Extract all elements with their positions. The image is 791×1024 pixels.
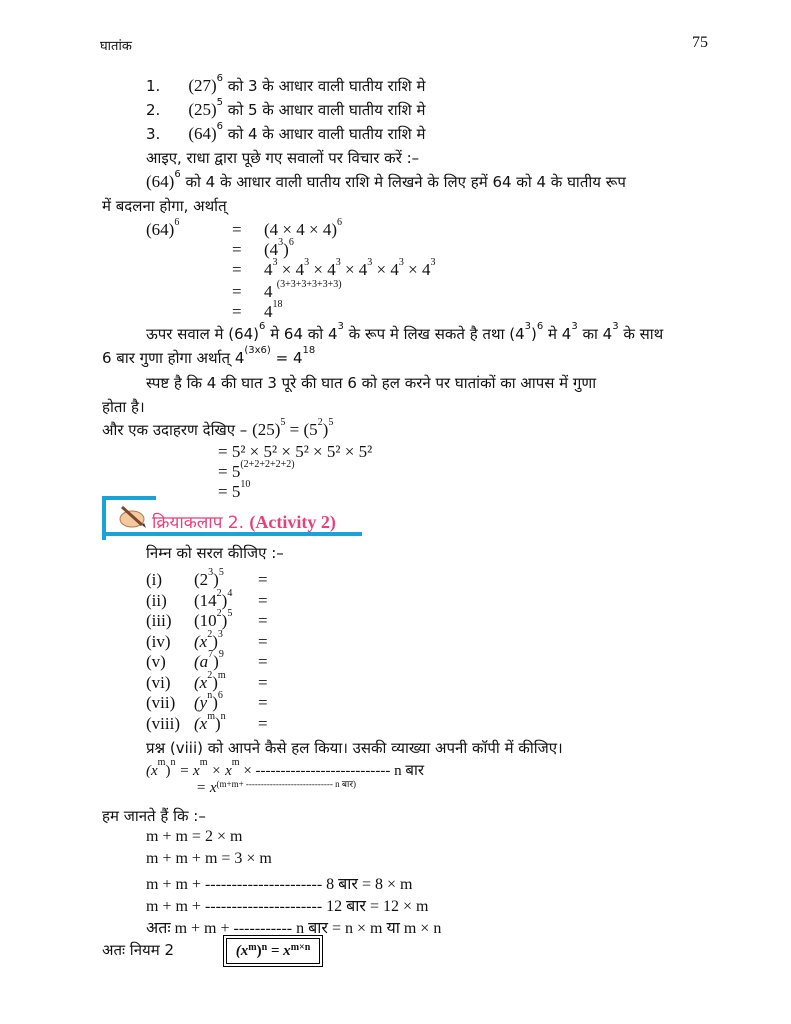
s: (2+2+2+2+2) bbox=[240, 459, 295, 470]
t: ) bbox=[213, 652, 219, 671]
question-number: 2. bbox=[146, 101, 161, 119]
t: (x bbox=[194, 672, 208, 692]
power-base: 4 bbox=[264, 260, 273, 279]
question-base: (27) bbox=[188, 76, 217, 95]
item-expression bbox=[194, 710, 226, 734]
lhs: (64) bbox=[146, 220, 175, 239]
s: 3 bbox=[524, 321, 531, 332]
times-sign: × bbox=[340, 260, 359, 279]
s: 3 bbox=[217, 628, 223, 640]
item-equals: = bbox=[258, 713, 268, 733]
t: (x bbox=[194, 631, 208, 651]
t: का 4 bbox=[582, 325, 613, 343]
times-sign: × bbox=[372, 260, 391, 279]
t: = 5 bbox=[218, 462, 241, 481]
s: m bbox=[199, 757, 208, 768]
question-number: 3. bbox=[146, 125, 161, 143]
s: 2 bbox=[317, 417, 323, 428]
t: ) bbox=[212, 672, 218, 692]
s: 9 bbox=[218, 649, 224, 660]
s: 3 bbox=[208, 567, 214, 578]
s: 2 bbox=[216, 587, 222, 599]
t: ) bbox=[212, 693, 218, 712]
t: ) bbox=[531, 325, 537, 343]
power-base: 4 bbox=[295, 260, 305, 279]
text: को 4 के आधार वाली घातीय राशि मे लिखने के लिए हमें 64 को 4 के घातीय रूप bbox=[185, 173, 626, 191]
s: n bbox=[220, 710, 226, 722]
t: (10 bbox=[194, 611, 217, 630]
item-equals: = bbox=[258, 570, 268, 589]
item-equals: = bbox=[258, 672, 268, 692]
t: ) bbox=[221, 590, 228, 610]
fact-line: m + m + ---------------------- 12 बार = 12 × m bbox=[146, 898, 429, 915]
s: 5 bbox=[280, 417, 286, 428]
t: के रूप मे लिख सकते है तथा (4 bbox=[348, 325, 525, 343]
power-base: 4 bbox=[390, 260, 399, 279]
expansion-line-2 bbox=[196, 780, 356, 797]
s: 5 bbox=[227, 608, 233, 619]
rule-box bbox=[226, 938, 320, 964]
r2-exp: 6 bbox=[288, 237, 294, 248]
question-base: (25) bbox=[188, 100, 217, 119]
paragraph-1-line-2: में बदलना होगा, अर्थात् bbox=[102, 197, 227, 215]
t: ) bbox=[221, 611, 228, 630]
power-base: 4 bbox=[421, 260, 431, 279]
derivation-row-2 bbox=[264, 237, 294, 260]
question-exp: 6 bbox=[216, 73, 224, 84]
question-exp: 5 bbox=[216, 97, 224, 108]
we-know-text: हम जानते हैं कि :– bbox=[102, 807, 206, 825]
s: 5 bbox=[218, 567, 224, 578]
t: ऊपर सवाल मे (64) bbox=[146, 325, 260, 343]
s: 3 bbox=[612, 321, 619, 332]
paragraph-2-line-1 bbox=[146, 321, 664, 344]
equals-sign: = bbox=[232, 220, 242, 239]
s: 2 bbox=[207, 628, 213, 640]
power-base: 4 bbox=[327, 260, 336, 279]
s: 18 bbox=[302, 345, 316, 356]
s: m bbox=[157, 757, 166, 768]
t: 6 बार गुणा होगा अर्थात् bbox=[102, 349, 231, 367]
t: (14 bbox=[194, 590, 217, 610]
s: 3 bbox=[337, 321, 344, 332]
s: n bbox=[207, 690, 213, 701]
r4-exp: (3+3+3+3+3+3) bbox=[276, 279, 342, 290]
item-number: (viii) bbox=[146, 713, 180, 733]
page-number: 75 bbox=[692, 34, 708, 51]
example-row-1: = 5² × 5² × 5² × 5² × 5² bbox=[218, 442, 373, 461]
r5-exp: 18 bbox=[272, 299, 283, 310]
s: 2 bbox=[207, 669, 213, 681]
intro-text: आइए, राधा द्वारा पूछे गए सवालों पर विचार करें :– bbox=[146, 149, 420, 167]
item-number: (vi) bbox=[146, 672, 171, 692]
t: (x bbox=[194, 713, 208, 733]
exp: 6 bbox=[174, 169, 181, 180]
question-item bbox=[146, 121, 426, 144]
t: ) bbox=[215, 713, 221, 733]
t: = 5 bbox=[218, 482, 241, 501]
r1-exp: 6 bbox=[337, 217, 342, 228]
power-exp: 3 bbox=[430, 257, 436, 268]
r2-sup: 3 bbox=[278, 237, 284, 248]
question-text: को 3 के आधार वाली घातीय राशि मे bbox=[227, 77, 426, 95]
derivation-row-1 bbox=[264, 217, 342, 240]
item-expression bbox=[194, 690, 223, 713]
t: (2 bbox=[194, 570, 209, 589]
question-exp: 6 bbox=[216, 121, 224, 132]
s: m bbox=[231, 757, 240, 768]
question-text: को 4 के आधार वाली घातीय राशि मे bbox=[227, 125, 426, 143]
s: 5 bbox=[328, 417, 334, 428]
equals-sign: = bbox=[232, 260, 242, 279]
item-number: (v) bbox=[146, 652, 166, 671]
s: 6 bbox=[536, 321, 544, 332]
activity-title-english: (Activity 2) bbox=[249, 512, 336, 532]
s: (m+m+ ----------------------------- n बार) bbox=[216, 779, 356, 789]
s: 2 bbox=[216, 608, 222, 619]
pencil-hand-icon bbox=[118, 503, 148, 529]
example-row-3 bbox=[218, 479, 251, 502]
t: ) bbox=[213, 570, 219, 589]
t: ) bbox=[322, 420, 329, 439]
item-number: (vii) bbox=[146, 693, 176, 712]
lhs-exp: 6 bbox=[174, 217, 180, 228]
fact-line: m + m + m = 3 × m bbox=[146, 850, 272, 867]
s: m bbox=[207, 710, 215, 722]
question-item bbox=[146, 73, 426, 96]
s: m×n bbox=[290, 942, 311, 953]
fact-line: m + m + ---------------------- 8 बार = 8 × m bbox=[146, 876, 413, 893]
s: m bbox=[248, 942, 257, 953]
item-equals: = bbox=[258, 611, 268, 630]
item-number: (iv) bbox=[146, 631, 171, 651]
equals-sign: = bbox=[232, 302, 242, 321]
t: = x bbox=[267, 943, 291, 959]
r5: 4 bbox=[264, 302, 273, 321]
derivation-row-5 bbox=[264, 299, 283, 322]
t: ) bbox=[256, 943, 262, 959]
equals-sign: = bbox=[232, 240, 242, 259]
t: ) bbox=[165, 763, 171, 779]
t: ) bbox=[212, 631, 218, 651]
derivation-lhs bbox=[146, 217, 180, 240]
item-equals: = bbox=[258, 652, 268, 671]
example-line bbox=[102, 417, 334, 440]
paragraph-1-line-1 bbox=[146, 169, 626, 192]
t: और एक उदाहरण देखिए – bbox=[102, 421, 248, 439]
fact-line: अतः m + m + ----------- n बार = n × m या m × n bbox=[146, 920, 442, 937]
item-expression bbox=[194, 567, 224, 590]
power-exp: 3 bbox=[304, 257, 310, 268]
t: के साथ bbox=[623, 325, 664, 343]
item-equals: = bbox=[258, 590, 268, 610]
power-exp: 3 bbox=[367, 257, 373, 268]
derivation-row-3 bbox=[264, 257, 436, 280]
item-equals: = bbox=[258, 693, 268, 712]
r2: (4 bbox=[264, 240, 279, 259]
times-sign: × bbox=[309, 260, 328, 279]
s: (3x6) bbox=[244, 345, 271, 356]
s: n bbox=[261, 942, 268, 953]
t: (x bbox=[146, 763, 158, 779]
expansion-line-1 bbox=[146, 757, 424, 780]
fact-line: m + m = 2 × m bbox=[146, 828, 243, 845]
s: 4 bbox=[227, 587, 233, 599]
item-expression bbox=[194, 649, 224, 672]
times-sign: × bbox=[403, 260, 422, 279]
paragraph-2-line-2 bbox=[102, 345, 316, 368]
item-number: (ii) bbox=[146, 590, 167, 610]
simplify-intro: निम्न को सरल कीजिए :– bbox=[146, 544, 284, 562]
t: 4 bbox=[234, 349, 245, 367]
question-viii-text: प्रश्न (viii) को आपने कैसे हल किया। उसकी व्याख्या अपनी कॉपी में कीजिए। bbox=[146, 739, 563, 757]
s: m bbox=[217, 669, 226, 681]
r1: (4 × 4 × 4) bbox=[264, 220, 337, 239]
question-text: को 5 के आधार वाली घातीय राशि मे bbox=[227, 101, 426, 119]
item-equals: = bbox=[258, 631, 268, 651]
t: (a bbox=[194, 652, 209, 671]
t: = 4 bbox=[275, 349, 303, 367]
paragraph-3-line-2: होता है। bbox=[102, 398, 145, 416]
t: (y bbox=[194, 693, 208, 712]
t: मे 4 bbox=[548, 325, 572, 343]
t: = x bbox=[196, 780, 217, 796]
s: 6 bbox=[217, 690, 223, 701]
question-item bbox=[146, 97, 426, 120]
activity-title-hindi: क्रियाकलाप 2. bbox=[152, 513, 244, 533]
s: 3 bbox=[571, 321, 578, 332]
s: n bbox=[170, 757, 176, 768]
activity-title bbox=[152, 510, 336, 533]
equals-sign: = bbox=[232, 282, 242, 301]
t: = (5 bbox=[289, 420, 318, 439]
item-expression bbox=[194, 608, 233, 631]
rule-label: अतः नियम 2 bbox=[102, 941, 174, 959]
power-base: 4 bbox=[358, 260, 368, 279]
expr: (64) bbox=[146, 172, 175, 191]
example-row-2 bbox=[218, 459, 295, 482]
t: (25) bbox=[252, 420, 281, 439]
question-base: (64) bbox=[188, 124, 217, 143]
s: 10 bbox=[240, 479, 251, 490]
s: 7 bbox=[208, 649, 214, 660]
item-number: (i) bbox=[146, 570, 163, 589]
chapter-header: घातांक bbox=[100, 39, 132, 54]
item-number: (iii) bbox=[146, 611, 172, 630]
t: × --------------------------- n बार bbox=[243, 763, 424, 779]
paragraph-3-line-1: स्पष्ट है कि 4 की घात 3 पूरे की घात 6 को हल करने पर घातांकों का आपस में गुणा bbox=[146, 374, 597, 392]
t: (x bbox=[235, 943, 249, 959]
s: 6 bbox=[259, 321, 266, 332]
t: मे 64 को 4 bbox=[270, 325, 338, 343]
t: × x bbox=[211, 763, 232, 779]
r2-close: ) bbox=[283, 240, 289, 259]
question-number: 1. bbox=[146, 77, 161, 95]
power-exp: 3 bbox=[335, 257, 341, 268]
t: = x bbox=[179, 763, 200, 779]
power-exp: 3 bbox=[272, 257, 278, 268]
r4: 4 bbox=[264, 282, 273, 301]
power-exp: 3 bbox=[398, 257, 404, 268]
times-sign: × bbox=[277, 260, 296, 279]
